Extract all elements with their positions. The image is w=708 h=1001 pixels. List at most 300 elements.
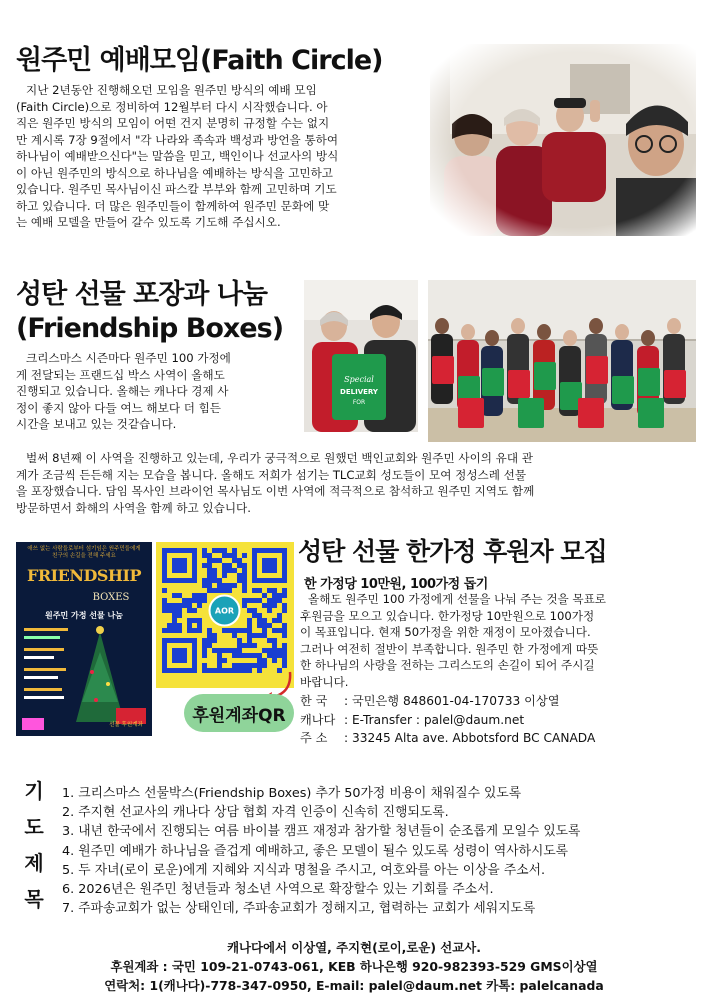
qr-module <box>227 648 232 653</box>
qr-module <box>172 558 187 573</box>
bag-label-text: DELIVERY <box>340 388 378 396</box>
qr-module <box>172 648 187 663</box>
qr-module <box>212 568 217 573</box>
qr-module <box>257 588 262 593</box>
qr-module <box>242 663 247 668</box>
qr-module <box>257 653 262 658</box>
qr-module <box>237 643 242 648</box>
qr-module <box>162 588 167 593</box>
s3-line: 이 목표입니다. 현재 50가정을 위한 재정이 모아졌습니다. <box>300 625 591 639</box>
qr-module <box>277 593 282 598</box>
qr-module <box>212 648 217 653</box>
qr-module <box>202 643 207 648</box>
qr-module <box>277 613 282 618</box>
qr-module <box>237 628 242 633</box>
poster-tree-art <box>16 622 152 736</box>
s3-line: 후원금을 모으고 있습니다. 한가정당 10만원으로 100가정 <box>300 608 595 623</box>
qr-module <box>177 593 182 598</box>
qr-module <box>262 658 267 663</box>
qr-module <box>242 588 247 593</box>
qr-module <box>182 598 187 603</box>
qr-module <box>197 623 202 628</box>
s2-full-line: 을 포장했습니다. 담임 목사인 브라이언 목사님도 이번 사역에 적극적으로 참석하고 원주민 지역도 함께 <box>16 484 535 498</box>
qr-module <box>172 628 177 633</box>
qr-module <box>202 563 207 568</box>
gift-bag <box>638 398 664 428</box>
qr-module <box>162 598 167 603</box>
gift-bag-photo <box>304 280 418 432</box>
qr-module <box>272 628 277 633</box>
qr-module <box>232 663 237 668</box>
qr-module <box>242 578 247 583</box>
gift-bag <box>534 362 556 390</box>
qr-module <box>232 628 237 633</box>
qr-module <box>227 583 232 588</box>
qr-module <box>277 598 282 603</box>
qr-module <box>242 583 247 588</box>
section2-body-left <box>16 350 298 433</box>
donation-qr-label-button[interactable]: 후원계좌QR <box>184 694 294 732</box>
qr-module <box>247 598 252 603</box>
qr-module <box>257 598 262 603</box>
prayer-heading <box>22 778 46 912</box>
qr-module <box>242 553 247 558</box>
qr-module <box>232 548 237 553</box>
qr-module <box>237 638 242 643</box>
footer <box>0 938 708 995</box>
qr-module <box>197 593 202 598</box>
s1-line: 는 예배 모델을 만들어 갈수 있도록 기도해 주십시오. <box>16 215 281 229</box>
qr-module <box>277 628 282 633</box>
qr-module <box>222 648 227 653</box>
qr-module <box>232 553 237 558</box>
qr-module <box>282 608 287 613</box>
account-row <box>300 692 700 711</box>
person-head <box>667 318 681 334</box>
qr-module <box>212 588 217 593</box>
qr-module <box>177 628 182 633</box>
qr-module <box>242 568 247 573</box>
qr-module <box>202 548 207 553</box>
qr-module <box>282 653 287 658</box>
qr-module <box>212 558 217 563</box>
qr-module <box>262 628 267 633</box>
qr-module <box>272 638 277 643</box>
qr-module <box>192 628 197 633</box>
qr-module <box>172 593 177 598</box>
qr-module <box>227 568 232 573</box>
qr-module <box>217 588 222 593</box>
qr-module <box>237 653 242 658</box>
person-head <box>461 324 475 340</box>
gift-bag <box>458 398 484 428</box>
prayer-item: 3. 내년 한국에서 진행되는 여름 바이블 캠프 재정과 참가할 청년들이 순조롭게 모일수 있도록 <box>62 824 581 840</box>
qr-module <box>267 648 272 653</box>
qr-module <box>267 588 272 593</box>
account-value: : 33245 Alta ave. Abbotsford BC CANADA <box>344 731 596 745</box>
qr-module <box>212 573 217 578</box>
qr-module <box>247 633 252 638</box>
qr-module <box>247 653 252 658</box>
person-head <box>641 330 655 346</box>
qr-module <box>222 548 227 553</box>
qr-module <box>252 643 257 648</box>
s3-line: 한 하나님의 사랑을 전하는 그리스도의 손길이 되어 주시길 <box>300 658 595 672</box>
qr-module <box>267 598 272 603</box>
qr-module <box>282 633 287 638</box>
faith-circle-photo <box>430 44 696 236</box>
qr-module <box>207 638 212 643</box>
qr-module <box>207 558 212 563</box>
qr-module <box>217 548 222 553</box>
qr-module <box>217 668 222 673</box>
s1-line: 하고 있습니다. 더 많은 원주민들이 함께하여 원주민 문화에 맞 <box>16 198 330 213</box>
qr-module <box>177 608 182 613</box>
s2-full-line: 벌써 8년째 이 사역을 진행하고 있는데, 우리가 궁극적으로 원했던 백인교회와 원주민 사이의 유대 관 <box>26 451 533 465</box>
poster-top-text-2: 친구의 손길을 전해 주세요 <box>52 553 116 559</box>
qr-module <box>177 623 182 628</box>
s2-line: 크리스마스 시즌마다 원주민 100 가정에 <box>26 351 231 365</box>
gift-bag <box>586 356 608 384</box>
s2-line: 게 전달되는 프랜드십 박스 사역이 올해도 <box>16 367 225 382</box>
person-head <box>485 330 499 346</box>
prayer-heading-char: 기 <box>24 779 44 803</box>
qr-module <box>242 573 247 578</box>
section2-title-line2: (Friendship Boxes) <box>16 313 284 344</box>
qr-module <box>162 628 167 633</box>
qr-module <box>202 653 207 658</box>
qr-module <box>222 628 227 633</box>
account-row <box>300 729 700 748</box>
qr-module <box>192 618 197 623</box>
qr-module <box>192 608 197 613</box>
qr-module <box>282 603 287 608</box>
gift-bag <box>612 376 634 404</box>
qr-module <box>207 583 212 588</box>
qr-module <box>167 628 172 633</box>
qr-module <box>202 648 207 653</box>
group-bags-photo-art <box>428 280 696 442</box>
qr-module <box>232 583 237 588</box>
qr-module <box>242 653 247 658</box>
qr-module <box>197 618 202 623</box>
section1-body <box>16 82 434 231</box>
person-head <box>615 324 629 340</box>
section3-title: 성탄 선물 한가정 후원자 모집 <box>298 537 607 566</box>
person-head <box>537 324 551 340</box>
qr-module <box>257 613 262 618</box>
person-head <box>589 318 603 334</box>
qr-module <box>272 603 277 608</box>
qr-module <box>227 588 232 593</box>
qr-module <box>167 603 172 608</box>
qr-module <box>217 663 222 668</box>
qr-module <box>207 643 212 648</box>
qr-module <box>207 588 212 593</box>
qr-module <box>237 663 242 668</box>
qr-module <box>252 613 257 618</box>
qr-module <box>247 628 252 633</box>
s1-line: 직은 원주민 방식의 모임이 어떤 건지 분명히 규정할 수는 없지 <box>16 116 330 130</box>
qr-module <box>272 658 277 663</box>
footer-line-accounts: 후원계좌 : 국민 109-21-0743-061, KEB 하나은행 920-982393-529 GMS이상열 <box>110 959 598 974</box>
qr-module <box>207 633 212 638</box>
qr-module <box>222 588 227 593</box>
qr-module <box>272 588 277 593</box>
qr-module <box>227 553 232 558</box>
s2-line: 정이 좋지 않아 다들 여느 해보다 더 힘든 <box>16 400 221 415</box>
qr-module <box>177 603 182 608</box>
qr-module <box>237 668 242 673</box>
qr-module <box>217 658 222 663</box>
person-head <box>511 318 525 334</box>
qr-module <box>217 653 222 658</box>
qr-module <box>227 668 232 673</box>
qr-module <box>202 598 207 603</box>
qr-module <box>217 578 222 583</box>
gift-bag <box>518 398 544 428</box>
friendship-boxes-poster <box>16 542 152 736</box>
qr-module <box>197 598 202 603</box>
qr-module <box>282 593 287 598</box>
account-label: 한 국 <box>300 694 328 708</box>
qr-module <box>242 668 247 673</box>
qr-module <box>272 653 277 658</box>
section2-title-line1: 성탄 선물 포장과 나눔 <box>16 279 267 310</box>
prayer-heading-char: 도 <box>24 815 44 839</box>
prayer-item: 6. 2026년은 원주민 청년들과 청소년 사역으로 확장할수 있는 기회를 주소서. <box>62 882 494 898</box>
qr-module <box>242 603 247 608</box>
qr-module <box>212 633 217 638</box>
section2-body-full <box>16 450 696 516</box>
qr-module <box>257 623 262 628</box>
faith-circle-photo-art <box>430 44 696 236</box>
qr-module <box>217 583 222 588</box>
qr-module <box>242 628 247 633</box>
footer-line-contact: 연락처: 1(캐나다)-778-347-0950, E-mail: palel@daum.net 카톡: palelcanada <box>104 978 604 993</box>
prayer-item: 7. 주파송교회가 없는 상태인데, 주파송교회가 정해지고, 협력하는 교회가 세워지도록 <box>62 901 536 917</box>
qr-center-label: AOR <box>214 606 235 616</box>
section1-title: 원주민 예배모임(Faith Circle) <box>16 45 383 76</box>
qr-module <box>202 663 207 668</box>
qr-module <box>252 633 257 638</box>
qr-module <box>242 563 247 568</box>
qr-module <box>207 563 212 568</box>
qr-code-art <box>156 542 294 688</box>
qr-module <box>262 558 277 573</box>
qr-module <box>232 648 237 653</box>
qr-module <box>222 553 227 558</box>
qr-module <box>167 608 172 613</box>
qr-module <box>282 648 287 653</box>
account-row <box>300 711 700 730</box>
qr-module <box>212 578 217 583</box>
s1-line: 하나님이 예배받으신다"는 말씀을 믿고, 백인이나 선교사의 방식 <box>16 149 339 163</box>
qr-module <box>267 623 272 628</box>
account-info <box>300 692 700 748</box>
qr-module <box>212 548 217 553</box>
qr-module <box>282 623 287 628</box>
gift-bag <box>482 368 504 396</box>
poster-big-word: FRIENDSHIP <box>26 566 142 585</box>
qr-module <box>247 643 252 648</box>
qr-module <box>267 638 272 643</box>
gift-bag <box>638 368 660 396</box>
qr-module <box>272 598 277 603</box>
qr-module <box>257 633 262 638</box>
qr-module <box>202 583 207 588</box>
bag-label-text: Special <box>344 375 374 384</box>
qr-module <box>282 643 287 648</box>
s1-line: 있습니다. 원주민 목사님이신 파스칼 부부와 함께 고민하며 기도 <box>16 182 337 196</box>
poster-top-text: 애쓰 없는 사람들로부터 섬기임은 원주민들에게 <box>27 546 141 552</box>
qr-module <box>222 573 227 578</box>
person-head <box>435 318 449 334</box>
s3-line: 바랍니다. <box>300 674 349 689</box>
qr-module <box>272 618 277 623</box>
qr-module <box>207 668 212 673</box>
s1-line: 만 계시록 7장 9절에서 "각 나라와 족속과 백성과 방언을 통하여 <box>16 132 339 147</box>
qr-module <box>247 618 252 623</box>
qr-module <box>222 658 227 663</box>
section3-body <box>300 591 694 690</box>
qr-module <box>197 628 202 633</box>
qr-module <box>212 668 217 673</box>
qr-module <box>247 668 252 673</box>
qr-module <box>202 638 207 643</box>
qr-module <box>232 568 237 573</box>
s1-line: 이 아닌 원주민의 방식으로 하나님을 예배하는 방식을 고민하고 <box>16 165 333 180</box>
prayer-item: 2. 주지현 선교사의 캐나다 상담 협회 자격 인증이 신속히 진행되도록. <box>62 805 449 821</box>
qr-module <box>232 668 237 673</box>
prayer-item: 4. 원주민 예배가 하나님을 즐겁게 예배하고, 좋은 모델이 될수 있도록 성령이 역사하시도록 <box>62 843 569 859</box>
qr-module <box>252 588 257 593</box>
qr-module <box>252 653 257 658</box>
qr-module <box>247 638 252 643</box>
s1-line: 지난 2년동안 진행해오던 모임을 원주민 방식의 예배 모임 <box>26 83 317 97</box>
qr-module <box>257 658 262 663</box>
qr-module <box>232 558 237 563</box>
qr-module <box>242 598 247 603</box>
qr-module <box>167 623 172 628</box>
qr-module <box>262 618 267 623</box>
qr-module <box>262 593 267 598</box>
qr-module <box>222 668 227 673</box>
qr-module <box>227 563 232 568</box>
qr-module <box>267 653 272 658</box>
poster-subtitle: 원주민 가정 선물 나눔 <box>45 611 123 620</box>
qr-module <box>252 608 257 613</box>
qr-module <box>207 628 212 633</box>
qr-module <box>217 558 222 563</box>
qr-module <box>277 648 282 653</box>
qr-module <box>222 568 227 573</box>
qr-module <box>267 608 272 613</box>
group-bags-photo <box>428 280 696 442</box>
qr-module <box>252 598 257 603</box>
qr-module <box>202 553 207 558</box>
qr-module <box>192 593 197 598</box>
qr-module <box>172 623 177 628</box>
qr-module <box>272 593 277 598</box>
qr-module <box>277 618 282 623</box>
gift-bag <box>578 398 604 428</box>
qr-module <box>237 558 242 563</box>
account-label: 주 소 <box>300 731 328 745</box>
qr-module <box>217 648 222 653</box>
qr-module <box>262 648 267 653</box>
qr-module <box>172 603 177 608</box>
qr-module <box>187 618 192 623</box>
qr-module <box>237 573 242 578</box>
qr-module <box>212 638 217 643</box>
s2-full-line: 계가 조금씩 든든해 지는 모습을 봅니다. 올해도 저희가 섬기는 TLC교회 성도들이 모여 정성스레 선물 <box>16 467 527 482</box>
qr-module <box>262 633 267 638</box>
qr-module <box>262 623 267 628</box>
section3-subtitle: 한 가정당 10만원, 100가정 돕기 <box>304 577 488 592</box>
qr-module <box>172 613 177 618</box>
s3-line: 그러나 여전히 절반이 부족합니다. 원주민 한 가정에게 따뜻 <box>300 641 599 656</box>
qr-module <box>187 608 192 613</box>
s2-line: 진행되고 있습니다. 올해는 캐나다 경제 사 <box>16 384 229 398</box>
qr-module <box>222 563 227 568</box>
prayer-item: 5. 두 자녀(로이 로운)에게 지혜와 지식과 명철을 주시고, 여호와를 아는 이상을 주소서. <box>62 862 546 878</box>
qr-module <box>202 578 207 583</box>
prayer-heading-char: 제 <box>24 851 44 875</box>
qr-module <box>177 613 182 618</box>
qr-module <box>162 603 167 608</box>
qr-module <box>187 623 192 628</box>
qr-module <box>187 628 192 633</box>
qr-module <box>262 603 267 608</box>
footer-line-missionaries: 캐나다에서 이상열, 주지현(로이,로운) 선교사. <box>227 940 481 955</box>
qr-module <box>207 553 212 558</box>
qr-module <box>277 653 282 658</box>
qr-module <box>202 668 207 673</box>
s2-line: 시간을 보내고 있는 것같습니다. <box>16 417 177 431</box>
gift-bag-photo-art <box>304 280 418 432</box>
s2-full-line: 방문하면서 화해의 사역을 함께 하고 있습니다. <box>16 500 251 515</box>
qr-module <box>207 568 212 573</box>
qr-module <box>172 618 177 623</box>
prayer-heading-char: 목 <box>24 887 44 911</box>
poster-sub-word: BOXES <box>92 592 130 603</box>
qr-module <box>162 608 167 613</box>
qr-module <box>237 648 242 653</box>
qr-module <box>182 603 187 608</box>
qr-module <box>282 628 287 633</box>
qr-module <box>257 618 262 623</box>
gift-bag <box>664 370 686 398</box>
qr-module <box>197 603 202 608</box>
qr-module <box>247 608 252 613</box>
qr-module <box>267 603 272 608</box>
account-label: 캐나다 <box>300 712 336 727</box>
qr-module <box>232 653 237 658</box>
person-head <box>563 330 577 346</box>
qr-module <box>227 628 232 633</box>
qr-module <box>192 598 197 603</box>
donation-qr-code[interactable] <box>156 542 294 688</box>
qr-module <box>242 643 247 648</box>
qr-module <box>232 633 237 638</box>
qr-module <box>187 598 192 603</box>
account-value: : E-Transfer : palel@daum.net <box>344 712 525 727</box>
account-value: : 국민은행 848601-04-170733 이상열 <box>344 694 560 708</box>
qr-module <box>272 648 277 653</box>
poster-footer-text: 선물 후원계좌 <box>109 722 143 728</box>
s3-line: 올해도 원주민 100 가정에게 선물을 나눠 주는 것을 목표로 <box>308 592 607 606</box>
